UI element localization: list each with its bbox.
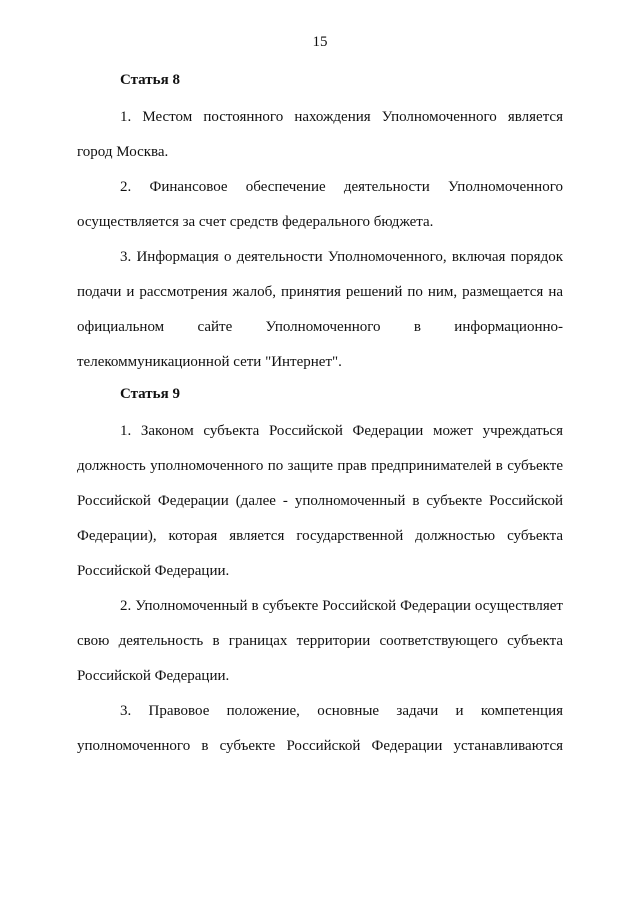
article-9-line: уполномоченного в субъекте Российской Федерации устанавливаются bbox=[77, 738, 563, 754]
page-number: 15 bbox=[312, 34, 328, 50]
article-9-line: Российской Федерации (далее - уполномоченный в субъекте Российской bbox=[77, 493, 563, 509]
article-8-heading: Статья 8 bbox=[120, 72, 180, 88]
article-9-line: свою деятельность в границах территории соответствующего субъекта bbox=[77, 633, 563, 649]
article-9-line: 1. Законом субъекта Российской Федерации может учреждаться bbox=[120, 423, 563, 439]
article-8-line: город Москва. bbox=[77, 144, 169, 160]
article-9-line: Российской Федерации. bbox=[77, 563, 230, 579]
article-8-line: подачи и рассмотрения жалоб, принятия решений по ним, размещается на bbox=[77, 284, 563, 300]
article-8-line: осуществляется за счет средств федерального бюджета. bbox=[77, 214, 434, 230]
article-8-line: официальном сайте Уполномоченного в информационно- bbox=[77, 319, 563, 335]
article-9-line: должность уполномоченного по защите прав предпринимателей в субъекте bbox=[77, 458, 563, 474]
article-9-heading: Статья 9 bbox=[120, 386, 180, 402]
article-9-line: Федерации), которая является государственной должностью субъекта bbox=[77, 528, 563, 544]
article-9-line: Российской Федерации. bbox=[77, 668, 230, 684]
article-8-line: телекоммуникационной сети "Интернет". bbox=[77, 354, 342, 370]
article-8-line: 3. Информация о деятельности Уполномоченного, включая порядок bbox=[120, 249, 563, 265]
article-9-line: 3. Правовое положение, основные задачи и компетенция bbox=[120, 703, 563, 719]
article-8-line: 2. Финансовое обеспечение деятельности Уполномоченного bbox=[120, 179, 563, 195]
article-9-line: 2. Уполномоченный в субъекте Российской Федерации осуществляет bbox=[120, 598, 563, 614]
article-8-line: 1. Местом постоянного нахождения Уполномоченного является bbox=[120, 109, 563, 125]
